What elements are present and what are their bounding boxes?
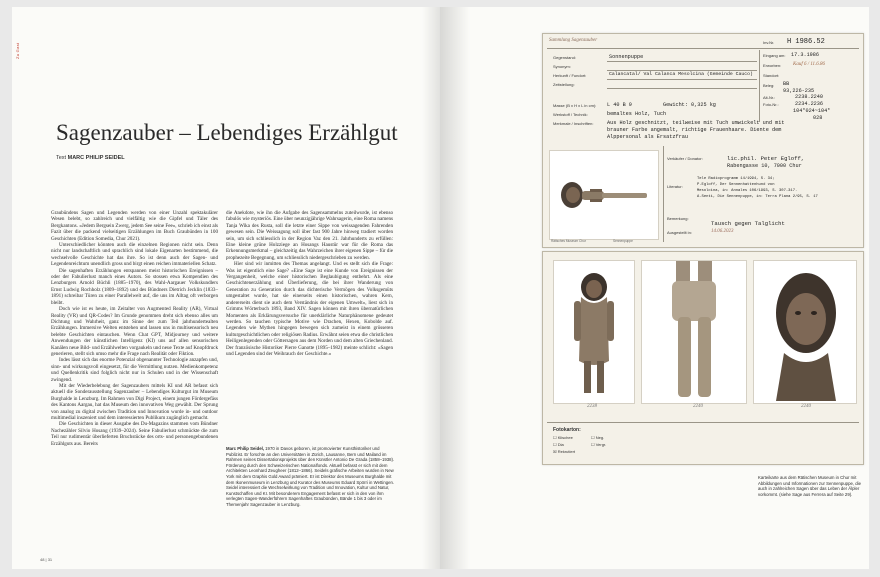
card-footnote: Rätisches Museum Chur: [551, 239, 586, 243]
value-donator: lic.phil. Peter Egloff,: [727, 155, 805, 162]
value-erworben: Kauf 6 / 11.6.86: [793, 62, 825, 67]
value-gewicht: Gewicht: 0,325 kg: [663, 102, 716, 108]
label-literatur: Literatur:: [667, 184, 683, 189]
photo-number: 2240: [801, 404, 811, 409]
doll-photo-small: [549, 150, 659, 240]
divider: [547, 48, 859, 49]
museum-photo-card: [542, 251, 864, 465]
doll-photo-front: [553, 260, 635, 404]
value-gegenstand: Sonnenpuppe: [609, 54, 644, 60]
byline-prefix: Text: [56, 155, 67, 161]
checkbox-vergr: ☐ Vergr.: [591, 442, 607, 447]
checkbox-klischee: ☐ Klischee: [553, 435, 573, 440]
paragraph: Unterschiedlicher könnten auch die einzelnen Regionen nicht sein. Denn nicht nur landschaftlich und sprachlich sind lokale Eigenarten bestimmend, die wechselvolle Geschichte hat das ihre. So ist denn auch der Sagen- und Legendenreichtum unendlich gross und birgt einen reichen immateriellen Schatz.: [51, 242, 218, 268]
value-donator-address: Rabengasse 10, 7000 Chur: [727, 163, 802, 169]
paragraph: Mit der Wiederbelebung der Sagenzaubers mittels KI und AR befasst sich aktuell die Sonderausstellung Sagenzauber – Lebendiges Kulturgut im Museum Burghalde in Lenzburg. Im Rahmen von Digi Project, einem jungen Fördergefäss des Kantons Aargau, hat das Museum den innovativen Weg gewählt. Der Sprung von analog zu digital zwischen Tradition und Innovation wurde in- und outdoor multimedial inszeniert und dem interessierten Publikum zugänglich gemacht.: [51, 382, 218, 421]
photo-number: 2240: [693, 404, 703, 409]
museum-index-card: [542, 33, 864, 248]
value-beleg: BB: [783, 81, 790, 87]
label-bemerkung: Bemerkung:: [667, 216, 689, 221]
author-bio: [226, 446, 396, 508]
card-stamp: Sennenpuppe: [613, 239, 633, 243]
article-title: Sagenzauber – Lebendiges Erzählgut: [56, 120, 398, 145]
byline: [56, 155, 125, 161]
paragraph: Hier sind wir inmitten des Themas angelangt. Und es stellt sich die Frage: Was ist eigentlich eine Sage? «Eine Sage ist eine Kunde von Ereignissen der Vergangenheit, welche einer historischen Beglaubigung entbehrt. Als eine Geschichtenerzählung und Überlieferung, die bei ihrer Wanderung von Generation zu Generation durch das dichterische Vermögen des Volksgemüts umgestaltet wurde, hat sie einerseits einen historischen, wahren Kern, andererseits dient sie auch dem Verständnis der eigenen Umwelt», liest sich in Grimms Wörterbuch 1893, Band XIV. Sagen können mit ihren übernatürlichen Momenten als Erklärungsversuche für unerklärliche Naturphänomene gedeutet werden. So tauchen typische Motive wie Drachen, Hexen, Kobolde auf. Legenden wie Mythen hingegen bewegen sich zumeist in einem grösseren kulturgeschichtlichen oder religiösen Radius. Erwähnt seien etwa die christlichen Heiligenlegenden oder Göttersagen aus dem Norden und dem alten Griechenland. Der französische Historiker Pierre Ganotte (1895–1982) meinte schlicht: «Sagen und Legenden sind der Weihrauch der Geschichte.»: [226, 261, 393, 357]
label-standort: Standort:: [763, 73, 780, 78]
divider: [759, 50, 760, 122]
page-gutter-shadow: [422, 7, 440, 569]
photo-number: 2238: [587, 404, 597, 409]
value-inv-nr: H 1986.52: [787, 38, 825, 46]
label-masse: Masse (B x H x L in cm):: [553, 103, 597, 108]
label-alt-nr: Alt-Nr.:: [763, 95, 776, 100]
value-literatur-a: Tele Radioprogramm 14/1994, S. 34;: [697, 177, 775, 181]
checklist-title: Fotokarton:: [553, 427, 581, 433]
text-column-1: [51, 210, 218, 447]
label-zeitstellung: Zeitstellung:: [553, 82, 575, 87]
value-literatur-b: P.Egloff, Der Sennenhattenhund von: [697, 183, 775, 187]
page-gutter-shadow: [440, 7, 470, 569]
text-column-2: [226, 210, 393, 357]
label-inv-nr: Inv.Nr.: [763, 40, 775, 45]
value-merkmale: Aus Holz geschnitzt, teilweise mit Tuch umwickelt und mit brauner Farbe angemalt, richtige Frauenhaare. Diente dem Alppersonal als Ersatzfrau: [607, 120, 785, 140]
paragraph: Die Geschichten in dieser Ausgabe des Du-Magazins stammen vom Bündner Nachezähler Silvio Hosang (1939–2024). Seine Fabulierlust schmückte die zum Teil nur rudimentär überlieferten Bruchstücke des orts- und personengebundenen Erzählguts aus. Bereits: [51, 421, 218, 447]
value-foto-c: 104*024~104*: [793, 108, 831, 114]
byline-author: MARC PHILIP SEIDEL: [67, 155, 125, 161]
value-eingang: 17.3.1986: [791, 52, 820, 58]
doll-photo-legs: [641, 260, 747, 404]
value-bemerkung: Tausch gegen Talglicht: [711, 220, 785, 227]
value-ref: 93,226-235: [783, 88, 815, 94]
label-verkaeufer: Verkäufer / Donator:: [667, 156, 703, 161]
author-bio-text: 1970 in Davos geboren, ist promovierter Kunsthistoriker und Publizist. Er forschte an den Universitäten in Zürich, Lausanne, Bern und Mailand im Rahmen seines Dissertationsprojekts über den Künstler Antonio De Grada (1858–1938). Förderung durch den Schweizerischen Nationalfonds. Aktuell befasst er sich mit dem Architekten Leonhard Zeugheer (1812–1866). Seidels grafische Arbeiten wurden in New York mit dem Graphis Gold Award prämiert. Er ist Direktor des Museums Burghalde mit dem Ikonenmuseum in Lenzburg und Kurator des Museums Eduard Spörri in Wettingen. Seidel interessiert die Wechselwirkung von Tradition und Innovation, Kultur und Natur, Kunstschaffen und KI. Mit besonderem Engagement befasst er sich in den von ihm verlegten Sagen-Wanderführern Sagenhaftes Graubünden, Bände 1 bis 3 oder im Themenjahr Sagenzauber in Lenzburg.: [226, 446, 395, 507]
label-herkunft: Herkunft / Fundort:: [553, 73, 587, 78]
checkbox-rekrutiert: ☒ Rekrutiert: [553, 449, 576, 454]
value-literatur-c: Mesolcina, in: Annales 106/1993, S. 307-317.: [697, 189, 798, 193]
field-line: [607, 70, 757, 71]
page-number: 48 | 31: [40, 557, 53, 562]
value-werkstoff: bemaltes Holz, Tuch: [607, 111, 667, 117]
label-gegenstand: Gegenstand:: [553, 55, 576, 60]
label-beleg: Beleg:: [763, 83, 775, 88]
field-line: [607, 88, 757, 89]
value-literatur-d: A.Senti, Die Sennenpuppe, in: Terra Plana 2/95, S. 17: [697, 195, 818, 199]
value-foto-d: 028: [813, 115, 823, 121]
label-foto-nr: Foto-Nr.:: [763, 102, 779, 107]
value-masse: L 40 B 9: [607, 102, 632, 108]
checkbox-dia: ☐ Dia: [553, 442, 564, 447]
paragraph: Graubündens Sagen und Legenden werden von einer Unzahl spektakulärer Wesen belebt, so zahlreich und vielfältig wie die Gipfel und Täler des Bergkantons. «Jedem Bergsein Zwerg, jedem See seine Fee», schrieb ich einst als Fazit über die packend vielseitigen Erzählungen im Buch Graubünden in 100 Geschichten (Edition Somedia, Chur 2021).: [51, 210, 218, 242]
label-werkstoff: Werkstoff / Technik:: [553, 112, 588, 117]
label-eingang: Eingang am:: [763, 53, 786, 58]
value-herkunft: Calancatal/ Val Calanca Mesolcina (Gemeinde Cauco): [609, 72, 753, 77]
checkbox-neg: ☐ Neg.: [591, 435, 605, 440]
image-caption: Karteikarte aus dem Rätischen Museum in Chur mit Abbildungen und Informationen zur Sennenpuppe, die auch in zahlreichen Sagen über das Leben der Älpler vorkommt. (siehe Sage aus Ferrera auf Seite 29).: [758, 475, 861, 497]
value-foto-b: 2234.2236: [795, 101, 824, 107]
author-bio-name: Marc Philip Seidel,: [226, 446, 264, 451]
field-line: [607, 61, 757, 62]
divider: [663, 146, 664, 242]
paragraph: Indes lässt sich das enorme Potenzial obgenannter Technologie anzapfen und, sinn- und wirkungsvoll eingesetzt, für die Vermittlung nutzen. Medienkompetenz und Quellenkritik sind folglich nicht nur in Schulen und in der Wissenschaft zwingend.: [51, 357, 218, 383]
section-tag: Zu Gast: [15, 42, 20, 59]
handwritten-date: 14.06.2023: [711, 229, 734, 234]
paragraph: die Anekdote, wie ihn die Aufgabe des Sagensammelns zuteilwurde, ist ebenso fabulös wie mysteriös. Eine über neunzigjährige Wahrsagerin, eine Roma namens Tanja Wika des Rusta, soll die letzte einer Sippe von weissagenden Fahrenden gewesen sein. Die Weissagung soll über fast 900 Jahre hinweg tradiert worden sein, um sich schliesslich in der Region Vaz den 21. Jahrhunderts zu erfüllen: Eine kleine grüne Holzziege an Hosangs Haustür war für die Roma das Erkennungsmerkmal – gleichzeitig das Wahrzeichen ihrer eigenen Sippe – für die prophezeite Begegnung, um schliesslich niedergeschrieben zu werden.: [226, 210, 393, 261]
field-line: [607, 79, 757, 80]
doll-photo-head: [753, 260, 857, 404]
label-ausgestellt: Ausgestellt in:: [667, 230, 692, 235]
paragraph: Doch wie ist es heute, im Zeitalter von Augmented Reality (AR), Virtual Reality (VR) und QR-Codes? Im Grunde genommen dreht sich ebenso alles um Dichtung und Wahrheit, ganz im Sinne der zum Teil jahrhundertealten Erzählungen. Immersive Welten entstehen und lassen uns in multisensorisch neu belebte Geschichten eintauchen. Wenn Chat GPT, Midjourney und weitere Anwendungen der künstlichen Intelligenz (KI) uns auf allen sensorischen Kanälen neue Bild- und Erzählwelten vorgaukeln und neue Texte auf Knopfdruck generieren, stellt sich umso mehr die Frage nach Realität oder Fiktion.: [51, 306, 218, 357]
label-synonym: Synonym:: [553, 64, 571, 69]
paragraph: Die sagenhaften Erzählungen entspannen meist historischen Ereignissen – oder der Fabulierlust manch eines Autors. So stossen etwa Kompendien des Lenzburgers Arnold Büchli (1885–1970), des Wahl-Aargauer Volkskundlers Ernst Ludwig Rochholz (1809–1892) und des Bündners Dietrich Jecklin (1833–1891) schreibar Türen zu einer Parallelwelt auf, die uns im Alltag oft verborgen bleibt.: [51, 267, 218, 306]
label-erworben: Erworben:: [763, 63, 782, 68]
label-merkmale: Merkmale / Inschriften:: [553, 121, 594, 126]
divider: [547, 422, 859, 423]
handwritten-header: Sammlung Sagenzauber: [549, 38, 598, 43]
value-foto-a: 2238.2240: [795, 94, 824, 100]
